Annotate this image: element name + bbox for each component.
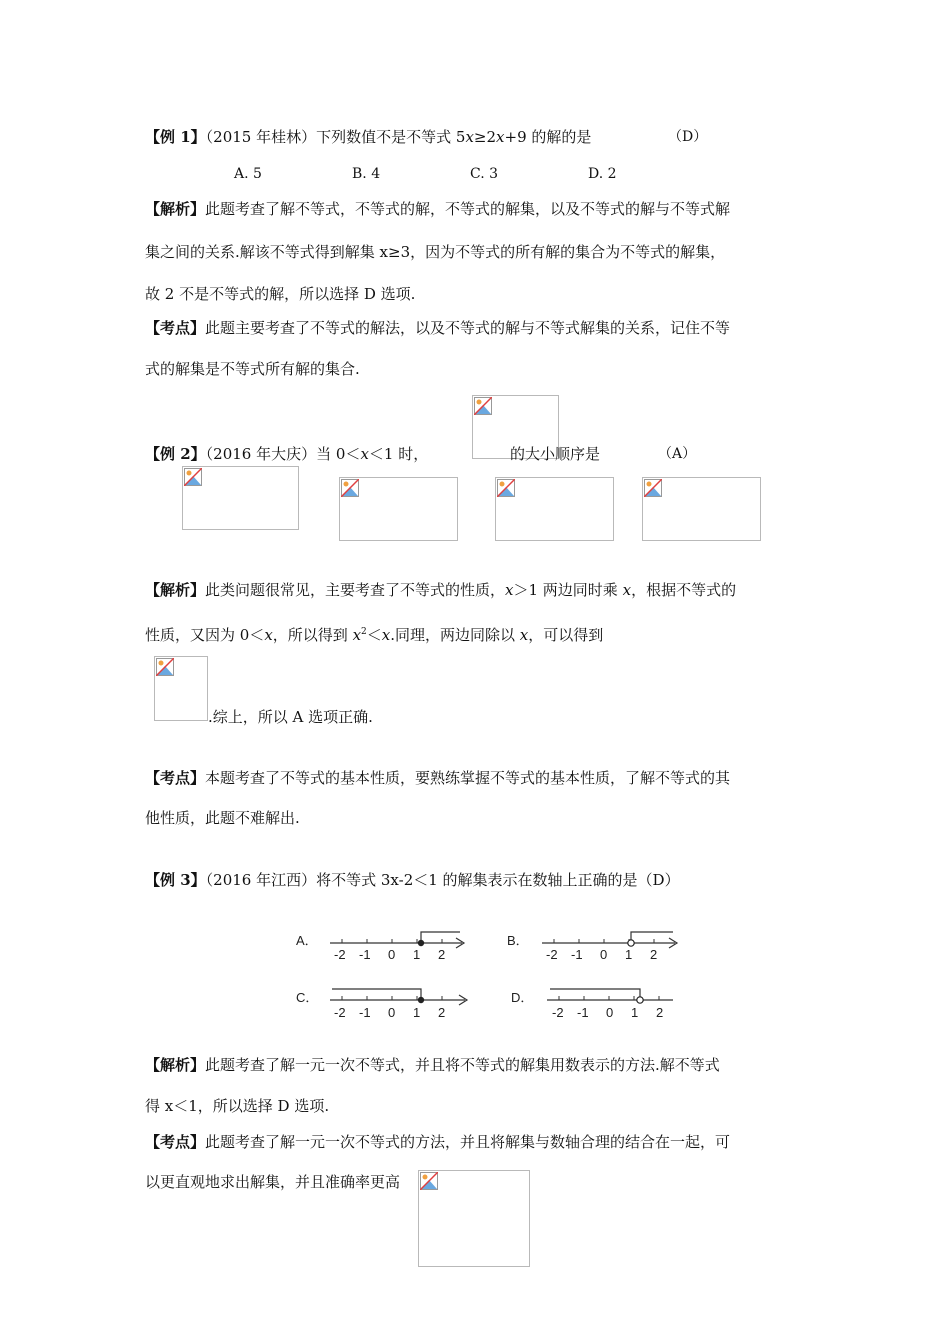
example-2-point-line-2: 他性质，此题不难解出. bbox=[145, 809, 300, 827]
svg-text:2: 2 bbox=[438, 1005, 446, 1020]
example-1-analysis-line-3: 故 2 不是不等式的解，所以选择 D 选项. bbox=[145, 285, 416, 303]
example-3-question bbox=[145, 870, 680, 890]
variable-x: x bbox=[519, 626, 529, 644]
option-b-image bbox=[339, 477, 458, 541]
example-1-answer: （D） bbox=[668, 129, 708, 145]
svg-text:0: 0 bbox=[388, 1005, 396, 1020]
analysis-label: 【解析】 bbox=[145, 200, 206, 218]
broken-image-icon bbox=[184, 468, 202, 486]
example-3-point-line-1 bbox=[145, 1132, 730, 1152]
broken-image-icon bbox=[156, 658, 174, 676]
svg-text:0: 0 bbox=[388, 947, 396, 962]
variable-x: x bbox=[264, 626, 273, 644]
analysis-text: 性质，又因为 0＜ bbox=[145, 626, 265, 644]
figure-label-c: C． bbox=[296, 990, 319, 1005]
example-3-point-line-2: 以更直观地求出解集，并且准确率更高 bbox=[145, 1173, 401, 1191]
example-2-answer: （A） bbox=[658, 446, 697, 462]
example-2-analysis-line-2 bbox=[145, 622, 603, 645]
analysis-text: ，可以得到 bbox=[528, 626, 604, 644]
svg-text:0: 0 bbox=[600, 947, 608, 962]
point-text: 此题主要考查了不等式的解法，以及不等式的解与不等式解集的关系，记住不等 bbox=[205, 319, 731, 337]
example-2-tail: 的大小顺序是 bbox=[510, 445, 601, 463]
analysis-label: 【解析】 bbox=[145, 581, 206, 599]
example-1-analysis-line-1 bbox=[145, 199, 730, 219]
solution-ray bbox=[550, 989, 640, 1000]
svg-text:-2: -2 bbox=[334, 1005, 346, 1020]
example-1-label: 【例 1】 bbox=[145, 128, 206, 146]
tick-labels bbox=[546, 947, 657, 962]
option-c: C. 3 bbox=[470, 166, 499, 182]
variable-x: x bbox=[505, 581, 514, 599]
svg-text:2: 2 bbox=[650, 947, 658, 962]
example-1-point-line-1 bbox=[145, 318, 730, 338]
example-1-source: （2015 年桂林）下列数值不是不等式 5 bbox=[205, 128, 466, 146]
option-a: A. 5 bbox=[234, 166, 262, 182]
result-image bbox=[154, 656, 208, 721]
example-2-analysis-line-1 bbox=[145, 580, 736, 600]
svg-text:1: 1 bbox=[631, 1005, 639, 1020]
broken-image-icon bbox=[644, 479, 662, 497]
svg-text:-2: -2 bbox=[546, 947, 558, 962]
example-1-analysis-line-2: 集之间的关系.解该不等式得到解集 x≥3，因为不等式的所有解的集合为不等式的解集， bbox=[145, 243, 726, 261]
open-dot bbox=[628, 940, 634, 946]
analysis-text: 此题考查了解不等式，不等式的解，不等式的解集，以及不等式的解与不等式解 bbox=[205, 200, 731, 218]
example-1-question bbox=[145, 127, 591, 147]
solution-ray bbox=[332, 989, 421, 1000]
svg-text:-2: -2 bbox=[334, 947, 346, 962]
bottom-image bbox=[418, 1170, 530, 1267]
analysis-text: ＞1 两边同时乘 bbox=[513, 581, 623, 599]
option-d-image bbox=[642, 477, 761, 541]
exponent: 2 bbox=[361, 627, 367, 637]
analysis-text: .同理，两边同除以 bbox=[390, 626, 520, 644]
broken-image-icon bbox=[474, 397, 492, 415]
closed-dot bbox=[418, 940, 424, 946]
example-2-point-line-1 bbox=[145, 768, 730, 788]
example-2-source: （2016 年大庆）当 0＜ bbox=[205, 445, 361, 463]
svg-text:-1: -1 bbox=[359, 1005, 371, 1020]
example-3-label: 【例 3】 bbox=[145, 871, 206, 889]
analysis-label: 【解析】 bbox=[145, 1056, 206, 1074]
svg-text:-1: -1 bbox=[571, 947, 583, 962]
option-b: B. 4 bbox=[352, 166, 381, 182]
less-than: ＜ bbox=[366, 626, 382, 644]
number-line-figure bbox=[290, 925, 690, 1025]
point-label: 【考点】 bbox=[145, 769, 206, 787]
example-2-analysis-line-3: .综上，所以 A 选项正确. bbox=[208, 708, 373, 726]
broken-image-icon bbox=[341, 479, 359, 497]
analysis-text: ，所以得到 bbox=[272, 626, 353, 644]
example-3-analysis-line-2: 得 x＜1，所以选择 D 选项. bbox=[145, 1097, 330, 1115]
tick-labels bbox=[334, 1005, 445, 1020]
tick-labels bbox=[552, 1005, 663, 1020]
option-a-image bbox=[182, 466, 299, 530]
open-dot bbox=[637, 997, 643, 1003]
figure-label-a: A． bbox=[296, 933, 318, 948]
variable-x: x bbox=[465, 128, 474, 146]
option-d: D. 2 bbox=[588, 166, 617, 182]
svg-text:1: 1 bbox=[413, 947, 421, 962]
point-label: 【考点】 bbox=[145, 1133, 206, 1151]
example-2-label: 【例 2】 bbox=[145, 445, 206, 463]
analysis-text: 此类问题很常见，主要考查了不等式的性质， bbox=[205, 581, 506, 599]
variable-x: x bbox=[496, 128, 505, 146]
broken-image-icon bbox=[420, 1172, 438, 1190]
point-label: 【考点】 bbox=[145, 319, 206, 337]
figure-label-b: B． bbox=[507, 933, 529, 948]
example-3-source: （2016 年江西）将不等式 3x-2＜1 的解集表示在数轴上正确的是（D） bbox=[205, 871, 680, 889]
analysis-text: 此题考查了解一元一次不等式，并且将不等式的解集用数表示的方法.解不等式 bbox=[205, 1056, 720, 1074]
broken-image-icon bbox=[497, 479, 515, 497]
svg-text:-1: -1 bbox=[577, 1005, 589, 1020]
variable-x: x bbox=[352, 626, 362, 644]
example-1-point-line-2: 式的解集是不等式所有解的集合. bbox=[145, 360, 360, 378]
svg-text:1: 1 bbox=[625, 947, 633, 962]
tick-labels bbox=[334, 947, 445, 962]
svg-text:-1: -1 bbox=[359, 947, 371, 962]
svg-text:2: 2 bbox=[656, 1005, 664, 1020]
variable-x: x bbox=[622, 581, 632, 599]
variable-x: x bbox=[381, 626, 391, 644]
option-c-image bbox=[495, 477, 614, 541]
analysis-text: ，根据不等式的 bbox=[631, 581, 737, 599]
point-text: 本题考查了不等式的基本性质，要熟练掌握不等式的基本性质，了解不等式的其 bbox=[205, 769, 731, 787]
svg-text:2: 2 bbox=[438, 947, 446, 962]
example-3-analysis-line-1 bbox=[145, 1055, 720, 1075]
svg-text:-2: -2 bbox=[552, 1005, 564, 1020]
solution-ray bbox=[631, 932, 673, 943]
svg-text:1: 1 bbox=[413, 1005, 421, 1020]
closed-dot bbox=[418, 997, 424, 1003]
point-text: 此题考查了解一元一次不等式的方法，并且将解集与数轴合理的结合在一起，可 bbox=[205, 1133, 731, 1151]
variable-x: x bbox=[360, 445, 369, 463]
svg-text:0: 0 bbox=[606, 1005, 614, 1020]
example-2-question bbox=[145, 444, 428, 464]
example-2-condition: ＜1 时， bbox=[368, 445, 429, 463]
solution-ray bbox=[421, 932, 460, 943]
inequality-mid: ≥2 bbox=[473, 128, 497, 146]
inequality-end: +9 的解的是 bbox=[504, 128, 592, 146]
figure-label-d: D． bbox=[511, 990, 534, 1005]
